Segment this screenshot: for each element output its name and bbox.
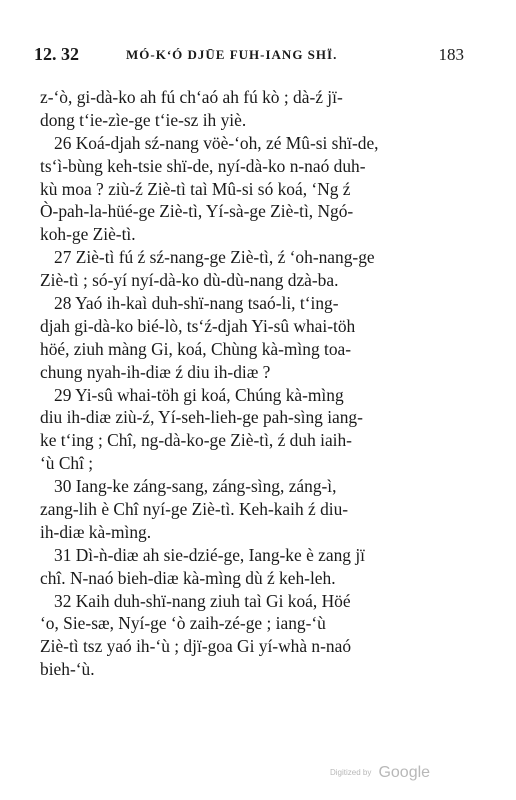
- page-number: 183: [438, 45, 464, 64]
- text-line: z-‘ò, gi-dà-ko ah fú ch‘aó ah fú kò ; dà-ź jï-: [40, 87, 343, 107]
- text-line: höé, ziuh màng Gi, koá, Chùng kà-mìng toa-: [40, 338, 352, 359]
- verse-32: [40, 590, 470, 682]
- text-line: chung nyah-ih-diæ ź diu ih-diæ ?: [40, 361, 271, 382]
- text-line: 26 Koá-djah sź-nang vöè-‘oh, zé Mû-si shï-de,: [54, 132, 379, 153]
- text-line: ke t‘ing ; Chî, ng-dà-ko-ge Ziè-tì, ź duh iaih-: [40, 430, 352, 451]
- text-line: kù moa ? ziù-ź Ziè-tì taì Mû-si só koá, ‘Ng ź: [40, 178, 351, 199]
- text-line: ‘o, Sie-sæ, Nyí-ge ‘ò zaih-zé-ge ; iang-‘ù: [40, 613, 326, 634]
- text-line: Ziè-tì tsz yaó ih-‘ù ; djï-goa Gi yí-whà n-naó: [40, 636, 352, 657]
- text-line: bieh-‘ù.: [40, 659, 95, 680]
- verse-31: [40, 544, 470, 590]
- text-line: 32 Kaih duh-shï-nang ziuh taì Gi koá, Höé: [54, 590, 351, 611]
- text-line: 31 Dì-ǹ-diæ ah sie-dzié-ge, Iang-ke è zang jï: [54, 544, 365, 565]
- text-line: Ziè-tì ; só-yí nyí-dà-ko dù-dù-nang dzà-ba.: [40, 270, 339, 291]
- verse-27: [40, 246, 470, 292]
- text-line: chî. N-naó bieh-diæ kà-mìng dù ź keh-leh.: [40, 567, 336, 588]
- paragraph-continuation: [40, 86, 470, 132]
- verse-26: [40, 132, 470, 246]
- verse-28: [40, 292, 470, 384]
- text-line: ‘ù Chî ;: [40, 453, 94, 474]
- text-line: koh-ge Ziè-tì.: [40, 224, 136, 245]
- text-line: 27 Ziè-tì fú ź sź-nang-ge Ziè-tì, ź ‘oh-nang-ge: [54, 247, 375, 268]
- text-line: ts‘ì-bùng keh-tsie shï-de, nyí-dà-ko n-naó duh-: [40, 155, 366, 176]
- running-header: [26, 44, 466, 70]
- digitized-watermark: [330, 762, 430, 784]
- chapter-verse-ref: 12. 32: [34, 44, 79, 64]
- text-line: 29 Yi-sû whai-töh gi koá, Chúng kà-mìng: [54, 384, 344, 405]
- verse-29: [40, 384, 470, 476]
- text-line: 28 Yaó ih-kaì duh-shï-nang tsaó-li, t‘ing-: [54, 293, 339, 314]
- verse-30: [40, 475, 470, 544]
- text-line: ih-diæ kà-mìng.: [40, 521, 152, 542]
- text-line: 30 Iang-ke záng-sang, záng-sìng, záng-ì,: [54, 476, 337, 497]
- text-line: djah gi-dà-ko bié-lò, ts‘ź-djah Yi-sû whai-töh: [40, 315, 356, 336]
- running-title: MÓ-K‘Ó DJŪE FUH-IANG SHÏ.: [126, 47, 338, 62]
- text-line: dong t‘ie-zìe-ge t‘ie-sz ih yiè.: [40, 109, 247, 130]
- page-body: [40, 86, 470, 681]
- text-line: diu ih-diæ ziù-ź, Yí-seh-lieh-ge pah-sìng iang-: [40, 407, 363, 428]
- text-line: Ò-pah-la-hüé-ge Ziè-tì, Yí-sà-ge Ziè-tì, Ngó-: [40, 201, 354, 222]
- digitized-by-label: Digitized by: [330, 768, 372, 777]
- google-wordmark: Google: [378, 763, 431, 781]
- text-line: zang-lih è Chî nyí-ge Ziè-tì. Keh-kaih ź diu-: [40, 499, 349, 520]
